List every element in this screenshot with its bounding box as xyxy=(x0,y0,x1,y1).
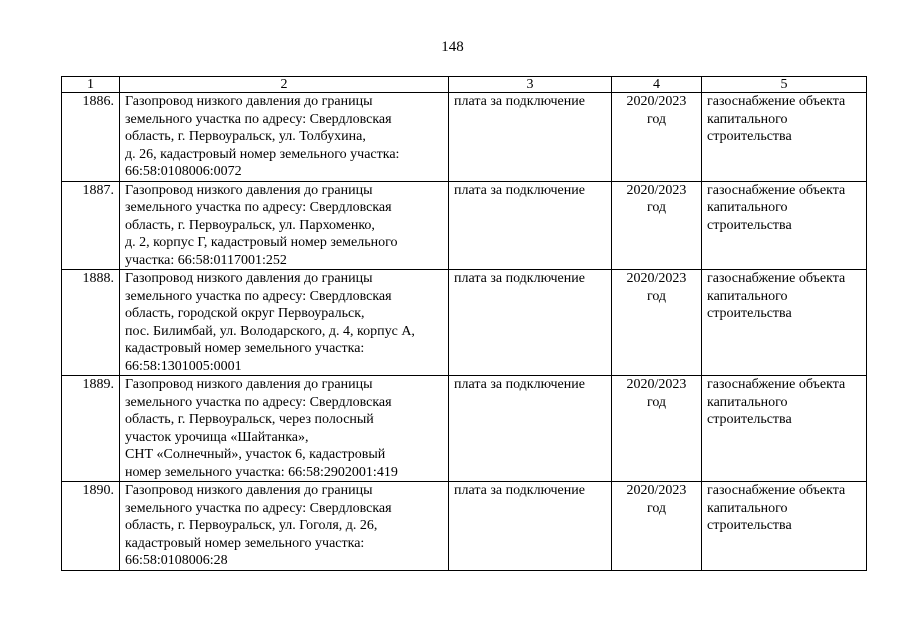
purpose-line: капитального xyxy=(707,200,788,215)
row-number: 1889. xyxy=(62,376,120,482)
purpose-line: газоснабжение объекта xyxy=(707,377,846,392)
description-line: земельного участка по адресу: Свердловская xyxy=(125,288,392,304)
fee-type: плата за подключение xyxy=(449,482,612,571)
purpose-line: газоснабжение объекта xyxy=(707,94,846,109)
purpose-line: строительства xyxy=(707,306,792,321)
purpose-line: капитального xyxy=(707,500,788,516)
period-line: 2020/2023 xyxy=(626,271,687,286)
description-line: кадастровый номер земельного участка: xyxy=(125,341,365,356)
object-description xyxy=(120,93,449,182)
fee-type: плата за подключение xyxy=(449,93,612,182)
column-header: 3 xyxy=(449,77,612,93)
object-description xyxy=(120,270,449,376)
table-row xyxy=(62,376,867,482)
fee-type: плата за подключение xyxy=(449,270,612,376)
description-line: кадастровый номер земельного участка: xyxy=(125,535,365,551)
description-line: 66:58:1301005:0001 xyxy=(125,358,242,374)
purpose-line: капитального xyxy=(707,111,788,127)
description-line: область, г. Первоуральск, ул. Пархоменко, xyxy=(125,217,375,233)
purpose xyxy=(702,93,867,182)
row-number: 1888. xyxy=(62,270,120,376)
period xyxy=(612,270,702,376)
period xyxy=(612,181,702,270)
column-header: 2 xyxy=(120,77,449,93)
header-row xyxy=(62,77,867,93)
column-header: 4 xyxy=(612,77,702,93)
description-line: пос. Билимбай, ул. Володарского, д. 4, корпус А, xyxy=(125,323,415,339)
row-number: 1887. xyxy=(62,181,120,270)
description-line: д. 2, корпус Г, кадастровый номер земельного xyxy=(125,235,398,250)
purpose-line: строительства xyxy=(707,217,792,233)
description-line: земельного участка по адресу: Свердловская xyxy=(125,394,392,410)
description-line: участка: 66:58:0117001:252 xyxy=(125,252,287,268)
description-line: земельного участка по адресу: Свердловская xyxy=(125,500,392,516)
column-header: 1 xyxy=(62,77,120,93)
description-line: Газопровод низкого давления до границы xyxy=(125,94,373,109)
period-line: год xyxy=(646,288,667,304)
period-line: год xyxy=(646,394,667,410)
data-table xyxy=(61,76,867,571)
purpose-line: газоснабжение объекта xyxy=(707,271,846,286)
description-line: Газопровод низкого давления до границы xyxy=(125,182,373,198)
row-number: 1886. xyxy=(62,93,120,182)
table-row xyxy=(62,270,867,376)
purpose xyxy=(702,376,867,482)
fee-type: плата за подключение xyxy=(449,181,612,270)
purpose xyxy=(702,270,867,376)
table-row xyxy=(62,93,867,182)
purpose-line: строительства xyxy=(707,129,792,144)
page-number: 148 xyxy=(441,39,464,55)
description-line: земельного участка по адресу: Свердловская xyxy=(125,111,392,127)
table-body xyxy=(62,93,867,571)
object-description xyxy=(120,376,449,482)
period-line: 2020/2023 xyxy=(626,182,687,198)
period-line: 2020/2023 xyxy=(626,94,687,109)
period xyxy=(612,93,702,182)
period xyxy=(612,482,702,571)
description-line: СНТ «Солнечный», участок 6, кадастровый xyxy=(125,447,386,462)
purpose xyxy=(702,482,867,571)
period-line: 2020/2023 xyxy=(626,377,687,392)
description-line: земельного участка по адресу: Свердловская xyxy=(125,200,392,215)
description-line: 66:58:0108006:28 xyxy=(125,553,228,568)
description-line: область, г. Первоуральск, ул. Толбухина, xyxy=(125,129,366,144)
row-number: 1890. xyxy=(62,482,120,571)
description-line: область, городской округ Первоуральск, xyxy=(125,306,365,321)
period-line: год xyxy=(646,500,667,516)
description-line: Газопровод низкого давления до границы xyxy=(125,483,373,498)
column-header: 5 xyxy=(702,77,867,93)
description-line: участок урочища «Шайтанка», xyxy=(125,429,309,445)
period-line: 2020/2023 xyxy=(626,483,687,498)
purpose-line: капитального xyxy=(707,288,788,304)
purpose-line: газоснабжение объекта xyxy=(707,483,846,498)
description-line: область, г. Первоуральск, ул. Гоголя, д. 26, xyxy=(125,518,378,533)
description-line: область, г. Первоуральск, через полосный xyxy=(125,412,374,427)
table-row xyxy=(62,181,867,270)
period xyxy=(612,376,702,482)
description-line: 66:58:0108006:0072 xyxy=(125,164,242,179)
period-line: год xyxy=(646,111,667,127)
object-description xyxy=(120,482,449,571)
period-line: год xyxy=(646,200,667,215)
description-line: Газопровод низкого давления до границы xyxy=(125,377,373,392)
table-row xyxy=(62,482,867,571)
description-line: д. 26, кадастровый номер земельного участка: xyxy=(125,146,400,162)
fee-type: плата за подключение xyxy=(449,376,612,482)
object-description xyxy=(120,181,449,270)
purpose-line: капитального xyxy=(707,394,788,410)
purpose-line: газоснабжение объекта xyxy=(707,182,846,198)
purpose xyxy=(702,181,867,270)
description-line: номер земельного участка: 66:58:2902001:419 xyxy=(125,464,398,480)
purpose-line: строительства xyxy=(707,518,792,533)
description-line: Газопровод низкого давления до границы xyxy=(125,271,373,286)
purpose-line: строительства xyxy=(707,412,792,427)
